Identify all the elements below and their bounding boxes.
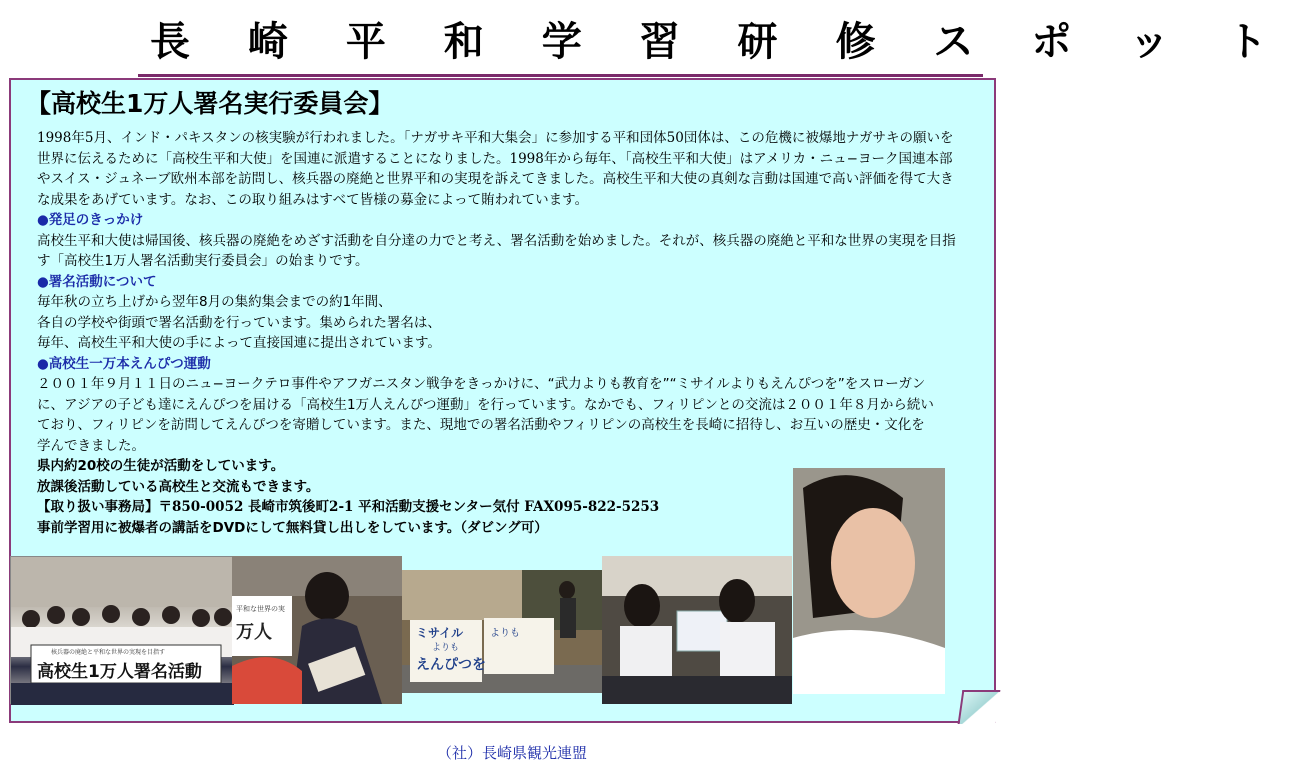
group-photo-drawing	[11, 557, 234, 705]
signing-photo	[232, 556, 402, 704]
bold-line-dvd: 事前学習用に被爆者の講話をDVDにして無料貸し出しをしています。（ダビング可）	[37, 519, 548, 536]
signing-sign-text: 万人	[236, 622, 272, 643]
section-text-origin: 高校生平和大使は帰国後、核兵器の廃絶をめざす活動を自分達の力でと考え、署名活動を始めました。それが、核兵器の廃絶と平和な世界の実現を目指す「高校生1万人署名活動実行委員会」の始まりです。	[37, 232, 956, 269]
pencil-sign-4: よりも	[490, 628, 520, 639]
pencil-sign-3: よりも	[432, 643, 460, 653]
footer-credit: （社）長崎県観光連盟	[436, 744, 587, 762]
bold-line-exchange: 放課後活動している高校生と交流もできます。	[37, 478, 320, 495]
section-heading-signature: ●署名活動について	[37, 273, 157, 290]
section-text-pencil: ２００１年９月１１日のニュ−ヨークテロ事件やアフガニスタン戦争をきっかけに、“武力よりも教育を”“ミサイルよりもえんぴつを”をスローガンに、アジアの子ども達にえんぴつを届ける「高校生1万人えんぴつ運動」を行っています。なかでも、フィリピンとの交流は２００１年８月から続いており、フィリピンを訪問してえんぴつを寄贈しています。また、現地での署名活動やフィリピンの高校生を長崎に招待し、お互いの歴史・文化を学んできました。	[37, 376, 934, 454]
group-banner-small-text: 核兵器の廃絶と平和な世界の実現を目指す	[51, 649, 166, 656]
slide-title: 長 崎 平 和 学 習 研 修 ス ポ ッ ト	[150, 18, 1289, 65]
pencil-sign-2: えんぴつを	[416, 657, 486, 673]
page-curl	[958, 690, 1001, 724]
pencil-campaign-photo	[402, 570, 602, 693]
intro-paragraph: 1998年5月、インド・パキスタンの核実験が行われました。「ナガサキ平和大集会」に参加する平和団体50団体は、この危機に被爆地ナガサキの願いを世界に伝えるために「高校生平和大使」を国連に派遣することになりました。1998年から毎年、「高校生平和大使」はアメリカ・ニュ−ヨーク国連本部やスイス・ジュネーブ欧州本部を訪問し、核兵器の廃絶と世界平和の実現を訴えてきました。高校生平和大使の真剣な言動は国連で高い評価を得て大きな成果をあげています。なお、この取り組みはすべて皆様の募金によって賄われています。	[37, 130, 954, 208]
section-text-signature-1: 毎年秋の立ち上げから翌年8月の集約集会までの約1年間、	[37, 294, 392, 310]
pencil-sign-1: ミサイル	[416, 626, 464, 640]
section-text-signature-3: 毎年、高校生平和大使の手によって直接国連に提出されています。	[37, 335, 441, 351]
section-heading-pencil: ●高校生一万本えんぴつ運動	[37, 355, 211, 372]
group-banner-text: 高校生1万人署名活動	[37, 662, 202, 682]
bold-line-schools: 県内約20校の生徒が活動をしています。	[37, 458, 285, 474]
bold-line-office: 【取り扱い事務局】〒850-0052 長崎市筑後町2-1 平和活動支援センター気付 FAX095-822-5253	[37, 499, 660, 515]
donation-drawing	[602, 556, 792, 704]
section-text-signature-2: 各自の学校や街頭で署名活動を行っています。集められた署名は、	[37, 314, 441, 331]
section-heading-origin: ●発足のきっかけ	[37, 212, 144, 228]
panel-heading: 【高校生1万人署名実行委員会】	[26, 89, 394, 118]
signing-sign-small-text: 平和な世界の実	[236, 605, 285, 613]
group-photo	[10, 556, 233, 704]
speaker-photo	[793, 468, 945, 694]
donation-photo	[602, 556, 792, 704]
speaker-drawing	[793, 468, 945, 694]
title-underline	[138, 74, 983, 77]
